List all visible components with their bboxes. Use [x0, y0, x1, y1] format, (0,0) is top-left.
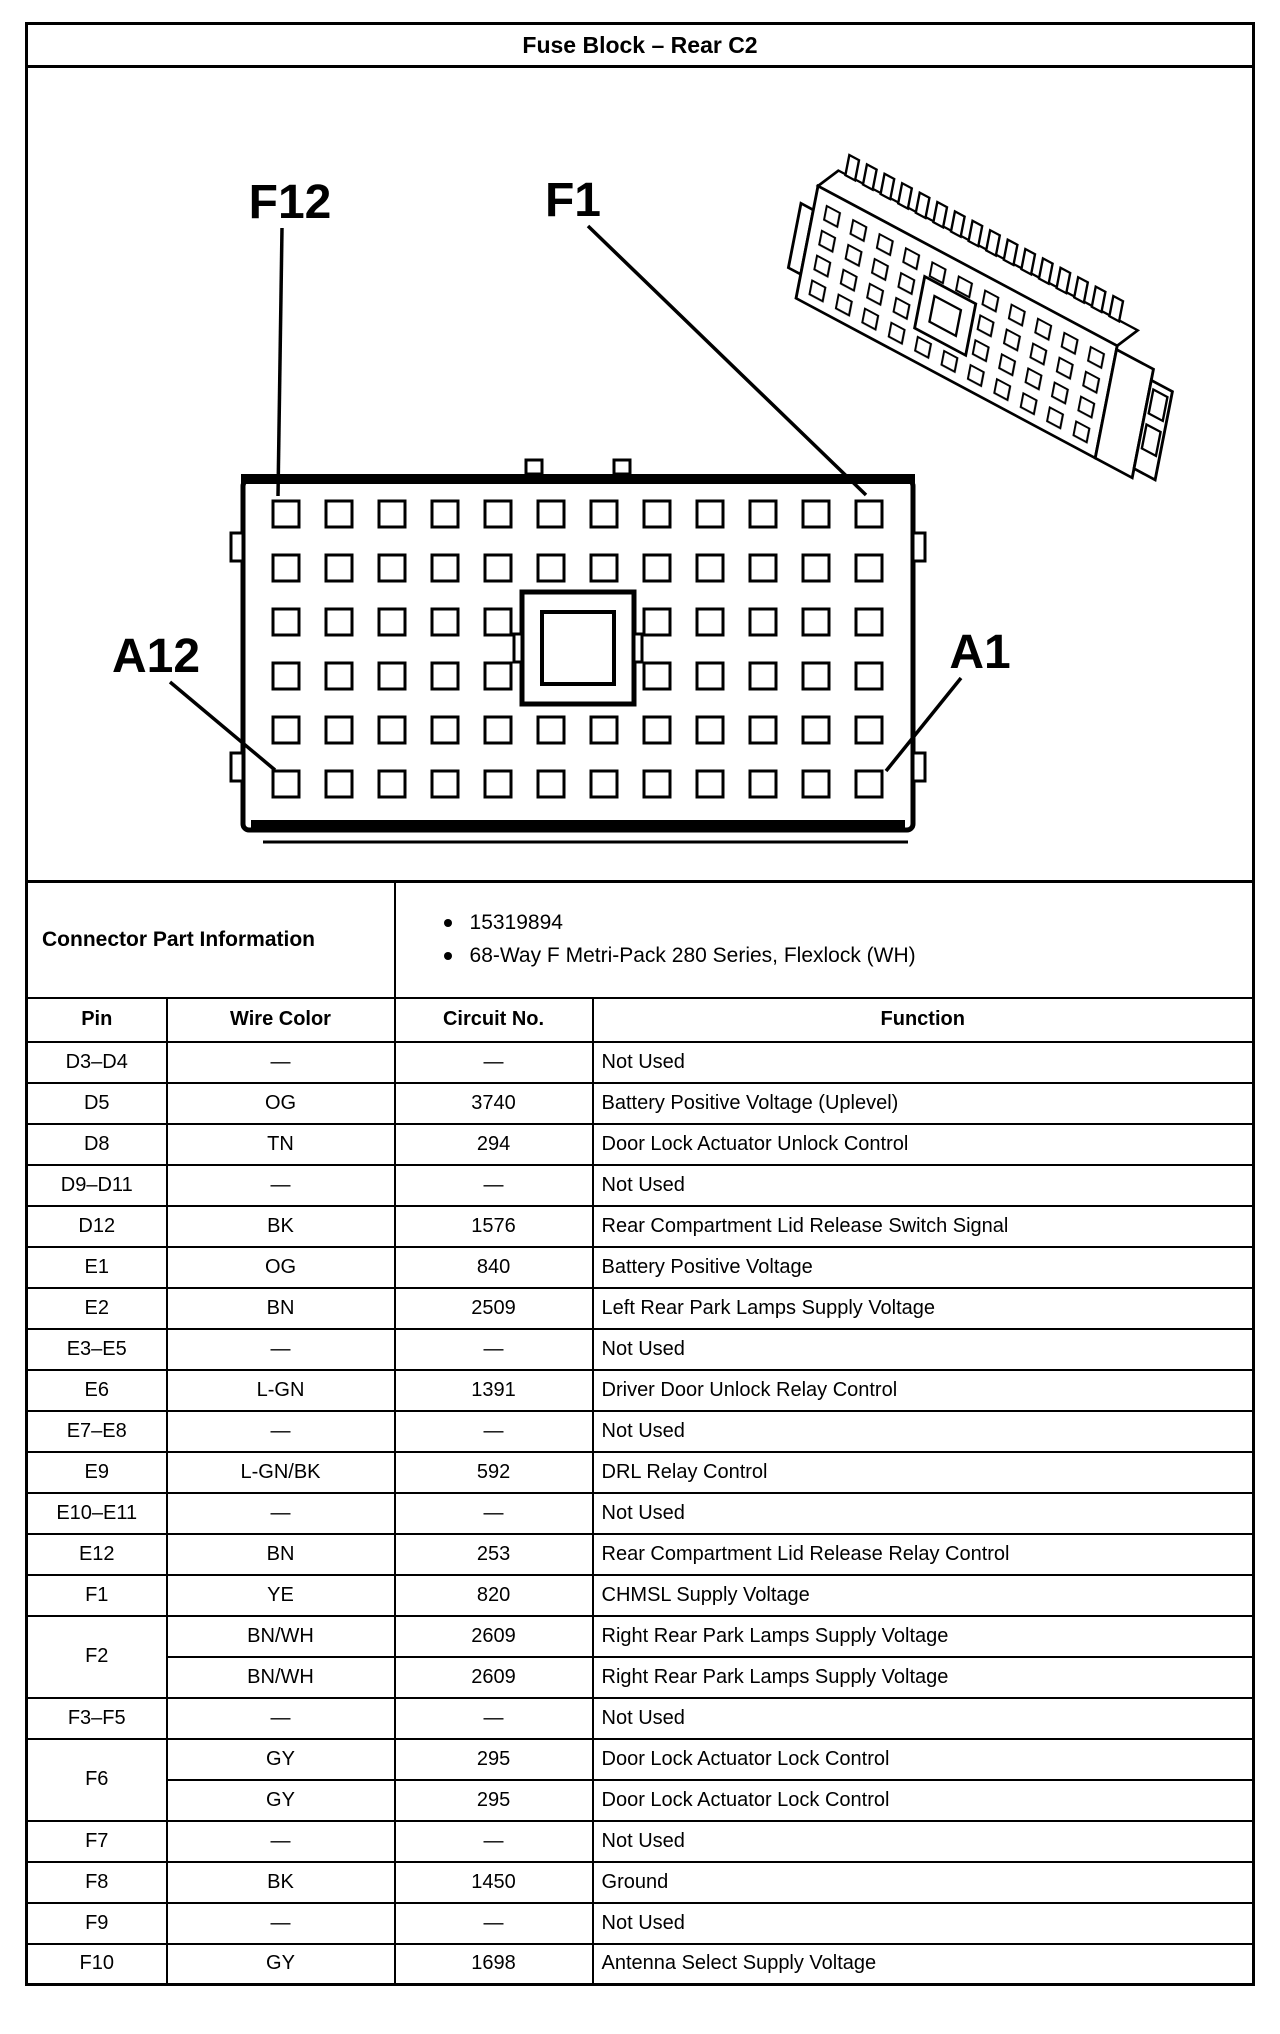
circuit-no-cell: 820 — [395, 1575, 593, 1616]
pin-cell: F1 — [27, 1575, 167, 1616]
bullet-icon — [444, 919, 452, 927]
table-row — [27, 1452, 1254, 1493]
face-bottom-edge — [251, 820, 905, 829]
connector-diagram — [25, 65, 1255, 883]
pin-cell: E12 — [27, 1534, 167, 1575]
face-top-lug — [526, 460, 542, 474]
function-cell: Not Used — [593, 1821, 1254, 1862]
circuit-no-cell: 1391 — [395, 1370, 593, 1411]
table-row — [27, 1698, 1254, 1739]
circuit-no-cell: 253 — [395, 1534, 593, 1575]
page-title-text: Fuse Block – Rear C2 — [522, 31, 758, 58]
wire-color-cell: OG — [167, 1083, 395, 1124]
col-header-function: Function — [593, 998, 1254, 1042]
pin-cell: E9 — [27, 1452, 167, 1493]
circuit-no-cell: — — [395, 1903, 593, 1944]
circuit-no-cell: — — [395, 1042, 593, 1083]
circuit-no-cell: — — [395, 1165, 593, 1206]
table-row — [27, 1739, 1254, 1780]
part-info-list — [395, 882, 1254, 998]
table-row — [27, 1944, 1254, 1985]
page-title — [25, 22, 1255, 68]
wire-color-cell: BN/WH — [167, 1657, 395, 1698]
wire-color-cell: — — [167, 1698, 395, 1739]
face-tab — [231, 753, 243, 781]
pin-cell: D3–D4 — [27, 1042, 167, 1083]
table-row — [27, 1821, 1254, 1862]
function-cell: Right Rear Park Lamps Supply Voltage — [593, 1657, 1254, 1698]
function-cell: Ground — [593, 1862, 1254, 1903]
wire-color-cell: BN — [167, 1288, 395, 1329]
function-cell: Door Lock Actuator Lock Control — [593, 1780, 1254, 1821]
wire-color-cell: BK — [167, 1862, 395, 1903]
label-f12: F12 — [248, 176, 332, 229]
wire-color-cell: BK — [167, 1206, 395, 1247]
pin-cell: F3–F5 — [27, 1698, 167, 1739]
pin-cell: E7–E8 — [27, 1411, 167, 1452]
wire-color-cell: BN — [167, 1534, 395, 1575]
face-tab — [913, 753, 925, 781]
function-cell: Not Used — [593, 1903, 1254, 1944]
label-a1: A1 — [949, 626, 1011, 679]
circuit-no-cell: — — [395, 1411, 593, 1452]
wire-color-cell: — — [167, 1821, 395, 1862]
circuit-no-cell: — — [395, 1329, 593, 1370]
table-row — [27, 1575, 1254, 1616]
connector-isometric-view — [784, 136, 1184, 489]
function-cell: Not Used — [593, 1042, 1254, 1083]
connector-face-view — [231, 460, 925, 842]
label-f1: F1 — [544, 174, 602, 227]
table-row — [27, 1042, 1254, 1083]
circuit-no-cell: — — [395, 1821, 593, 1862]
pin-cell: F7 — [27, 1821, 167, 1862]
bullet-icon — [444, 952, 452, 960]
function-cell: Right Rear Park Lamps Supply Voltage — [593, 1616, 1254, 1657]
pin-cell: E1 — [27, 1247, 167, 1288]
circuit-no-cell: 1698 — [395, 1944, 593, 1985]
keyway-tab — [514, 634, 522, 662]
table-row — [27, 1329, 1254, 1370]
pin-cell: D8 — [27, 1124, 167, 1165]
table-row — [27, 1124, 1254, 1165]
table-row — [27, 1780, 1254, 1821]
table-row — [27, 1247, 1254, 1288]
function-cell: Battery Positive Voltage (Uplevel) — [593, 1083, 1254, 1124]
face-tab — [231, 533, 243, 561]
function-cell: Door Lock Actuator Lock Control — [593, 1739, 1254, 1780]
table-row — [27, 1411, 1254, 1452]
function-cell: Not Used — [593, 1411, 1254, 1452]
circuit-no-cell: — — [395, 1698, 593, 1739]
wire-color-cell: GY — [167, 1944, 395, 1985]
wire-color-cell: GY — [167, 1780, 395, 1821]
label-a12: A12 — [111, 630, 201, 683]
circuit-no-cell: — — [395, 1493, 593, 1534]
function-cell: Rear Compartment Lid Release Relay Control — [593, 1534, 1254, 1575]
wire-color-cell: — — [167, 1329, 395, 1370]
pin-cell: E2 — [27, 1288, 167, 1329]
wire-color-cell: — — [167, 1411, 395, 1452]
wire-color-cell: L-GN/BK — [167, 1452, 395, 1493]
part-info-heading: Connector Part Information — [27, 882, 395, 998]
table-row — [27, 1903, 1254, 1944]
part-number: 15319894 — [469, 911, 563, 935]
table-row — [27, 1370, 1254, 1411]
pin-cell: F10 — [27, 1944, 167, 1985]
pin-cell: D5 — [27, 1083, 167, 1124]
function-cell: Not Used — [593, 1329, 1254, 1370]
function-cell: DRL Relay Control — [593, 1452, 1254, 1493]
pin-cell: E3–E5 — [27, 1329, 167, 1370]
wire-color-cell: L-GN — [167, 1370, 395, 1411]
circuit-no-cell: 295 — [395, 1780, 593, 1821]
table-row — [27, 1534, 1254, 1575]
pin-cell: F6 — [27, 1739, 167, 1821]
part-info-row — [27, 882, 1254, 998]
table-row — [27, 1862, 1254, 1903]
circuit-no-cell: 1576 — [395, 1206, 593, 1247]
table-row — [27, 1083, 1254, 1124]
table-row — [27, 1206, 1254, 1247]
face-top-edge — [241, 474, 915, 484]
part-info-item — [444, 940, 1252, 973]
wire-color-cell: YE — [167, 1575, 395, 1616]
circuit-no-cell: 840 — [395, 1247, 593, 1288]
wire-color-cell: — — [167, 1493, 395, 1534]
manual-page — [25, 22, 1255, 1986]
function-cell: Not Used — [593, 1698, 1254, 1739]
table-header-row — [27, 998, 1254, 1042]
function-cell: Left Rear Park Lamps Supply Voltage — [593, 1288, 1254, 1329]
circuit-no-cell: 295 — [395, 1739, 593, 1780]
pin-cell: D12 — [27, 1206, 167, 1247]
function-cell: Rear Compartment Lid Release Switch Signal — [593, 1206, 1254, 1247]
circuit-no-cell: 2609 — [395, 1616, 593, 1657]
circuit-no-cell: 592 — [395, 1452, 593, 1493]
wire-color-cell: BN/WH — [167, 1616, 395, 1657]
pin-cell: F9 — [27, 1903, 167, 1944]
table-row — [27, 1657, 1254, 1698]
table-row — [27, 1616, 1254, 1657]
keyway-tab — [634, 634, 642, 662]
circuit-no-cell: 1450 — [395, 1862, 593, 1903]
function-cell: Not Used — [593, 1165, 1254, 1206]
face-tab — [913, 533, 925, 561]
keyway-outer — [522, 592, 634, 704]
leader-f12 — [278, 228, 282, 496]
pin-cell: E10–E11 — [27, 1493, 167, 1534]
circuit-no-cell: 2509 — [395, 1288, 593, 1329]
function-cell: Antenna Select Supply Voltage — [593, 1944, 1254, 1985]
function-cell: Not Used — [593, 1493, 1254, 1534]
col-header-circuit-no: Circuit No. — [395, 998, 593, 1042]
wire-color-cell: — — [167, 1165, 395, 1206]
circuit-no-cell: 3740 — [395, 1083, 593, 1124]
wire-color-cell: GY — [167, 1739, 395, 1780]
wire-color-cell: — — [167, 1903, 395, 1944]
pin-cell: F8 — [27, 1862, 167, 1903]
table-row — [27, 1493, 1254, 1534]
function-cell: CHMSL Supply Voltage — [593, 1575, 1254, 1616]
pin-cell: E6 — [27, 1370, 167, 1411]
function-cell: Battery Positive Voltage — [593, 1247, 1254, 1288]
wire-color-cell: TN — [167, 1124, 395, 1165]
col-header-pin: Pin — [27, 998, 167, 1042]
part-description: 68-Way F Metri-Pack 280 Series, Flexlock (WH) — [469, 943, 916, 967]
pinout-table — [25, 880, 1255, 1986]
function-cell: Driver Door Unlock Relay Control — [593, 1370, 1254, 1411]
part-info-item — [444, 907, 1252, 940]
table-row — [27, 1288, 1254, 1329]
function-cell: Door Lock Actuator Unlock Control — [593, 1124, 1254, 1165]
circuit-no-cell: 294 — [395, 1124, 593, 1165]
diagram-canvas — [28, 68, 1252, 880]
col-header-wire-color: Wire Color — [167, 998, 395, 1042]
wire-color-cell: — — [167, 1042, 395, 1083]
wire-color-cell: OG — [167, 1247, 395, 1288]
pin-cell: F2 — [27, 1616, 167, 1698]
circuit-no-cell: 2609 — [395, 1657, 593, 1698]
table-row — [27, 1165, 1254, 1206]
pin-cell: D9–D11 — [27, 1165, 167, 1206]
face-top-lug — [614, 460, 630, 474]
